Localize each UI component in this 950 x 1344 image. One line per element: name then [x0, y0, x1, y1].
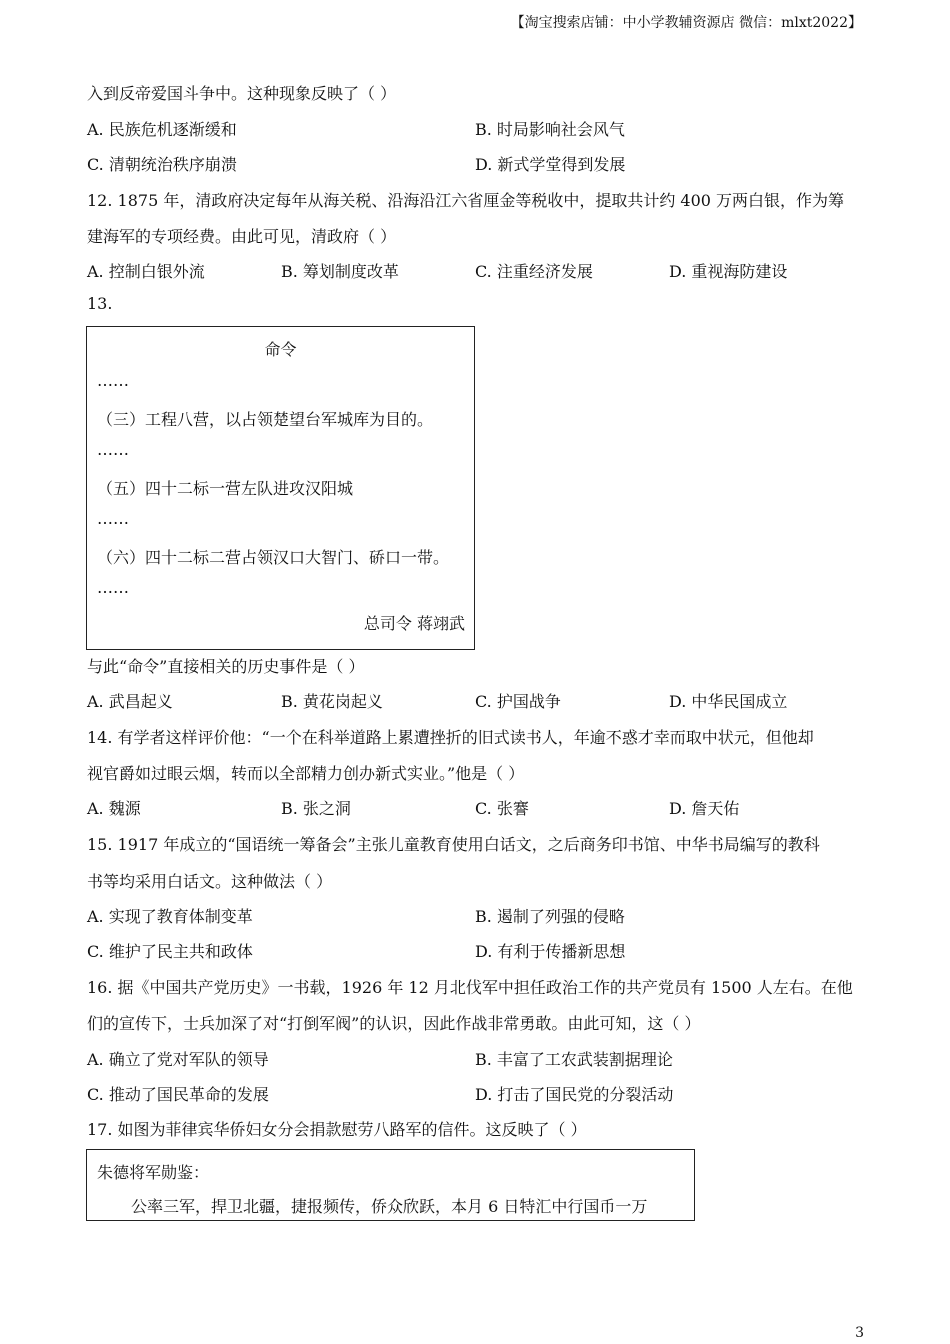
q16-option-b: B. 丰富了工农武装割据理论 [475, 1050, 673, 1069]
q17-stem: 17. 如图为菲律宾华侨妇女分会捐款慰劳八路军的信件。这反映了（ ） [87, 1120, 587, 1139]
q12-stem-line1: 12. 1875 年，清政府决定每年从海关税、沿海沿江六省厘金等税收中，提取共计约 400 万两白银，作为筹 [87, 191, 845, 210]
q13-order-box [86, 326, 475, 650]
letter-body: 公率三军，捍卫北疆，捷报频传，侨众欣跃，本月 6 日特汇中行国币一万 [131, 1197, 648, 1216]
q16-stem-line1: 16. 据《中国共产党历史》一书载，1926 年 12 月北伐军中担任政治工作的共产党员有 1500 人左右。在他 [87, 978, 853, 997]
q15-option-b: B. 遏制了列强的侵略 [475, 907, 625, 926]
q15-option-a: A. 实现了教育体制变革 [87, 907, 253, 926]
q15-stem-line2: 书等均采用白话文。这种做法（ ） [87, 872, 333, 891]
q11-option-c: C. 清朝统治秩序崩溃 [87, 155, 237, 174]
q13-option-d: D. 中华民国成立 [669, 692, 788, 711]
order-ellipsis: …… [97, 440, 129, 459]
q12-option-c: C. 注重经济发展 [475, 262, 593, 281]
q15-option-d: D. 有利于传播新思想 [475, 942, 626, 961]
q12-option-a: A. 控制白银外流 [87, 262, 205, 281]
order-item-6: （六）四十二标二营占领汉口大智门、硚口一带。 [97, 548, 450, 567]
q11-option-d: D. 新式学堂得到发展 [475, 155, 626, 174]
q14-option-c: C. 张謇 [475, 799, 529, 818]
q14-option-a: A. 魏源 [87, 799, 141, 818]
q14-stem-line1: 14. 有学者这样评价他：“一个在科举道路上累遭挫折的旧式读书人，年逾不惑才幸而取中状元，但他却 [87, 728, 814, 747]
q11-continuation: 入到反帝爱国斗争中。这种现象反映了（ ） [87, 84, 397, 103]
order-ellipsis: …… [97, 578, 129, 597]
q12-option-d: D. 重视海防建设 [669, 262, 788, 281]
page-number: 3 [855, 1325, 864, 1341]
q11-option-a: A. 民族危机逐渐缓和 [87, 120, 237, 139]
q13-option-c: C. 护国战争 [475, 692, 561, 711]
q16-option-a: A. 确立了党对军队的领导 [87, 1050, 269, 1069]
q13-number: 13. [87, 294, 113, 313]
order-ellipsis: …… [97, 509, 129, 528]
q16-option-c: C. 推动了国民革命的发展 [87, 1085, 269, 1104]
q13-option-b: B. 黄花岗起义 [281, 692, 383, 711]
q12-stem-line2: 建海军的专项经费。由此可见，清政府（ ） [87, 227, 397, 246]
q14-option-b: B. 张之洞 [281, 799, 351, 818]
q13-option-a: A. 武昌起义 [87, 692, 173, 711]
order-title: 命令 [264, 340, 297, 359]
order-item-3: （三）工程八营，以占领楚望台军城库为目的。 [97, 410, 434, 429]
q13-stem: 与此“命令”直接相关的历史事件是（ ） [87, 657, 365, 676]
q15-option-c: C. 维护了民主共和政体 [87, 942, 253, 961]
q16-option-d: D. 打击了国民党的分裂活动 [475, 1085, 674, 1104]
q15-stem-line1: 15. 1917 年成立的“国语统一筹备会”主张儿童教育使用白话文，之后商务印书馆、中华书局编写的教科 [87, 835, 820, 854]
q17-letter-box [86, 1149, 695, 1221]
letter-salutation: 朱德将军勋鉴： [97, 1163, 210, 1182]
q12-option-b: B. 筹划制度改革 [281, 262, 399, 281]
q14-option-d: D. 詹天佑 [669, 799, 740, 818]
order-ellipsis: …… [97, 371, 129, 390]
order-signature: 总司令 蒋翊武 [363, 614, 465, 633]
q16-stem-line2: 们的宣传下，士兵加深了对“打倒军阀”的认识，因此作战非常勇敢。由此可知，这（ ） [87, 1014, 701, 1033]
page-header: 【淘宝搜索店铺：中小学教辅资源店 微信：mlxt2022】 [510, 15, 862, 31]
q14-stem-line2: 视官爵如过眼云烟，转而以全部精力创办新式实业。”他是（ ） [87, 764, 525, 783]
order-item-5: （五）四十二标一营左队进攻汉阳城 [97, 479, 354, 498]
q11-option-b: B. 时局影响社会风气 [475, 120, 625, 139]
